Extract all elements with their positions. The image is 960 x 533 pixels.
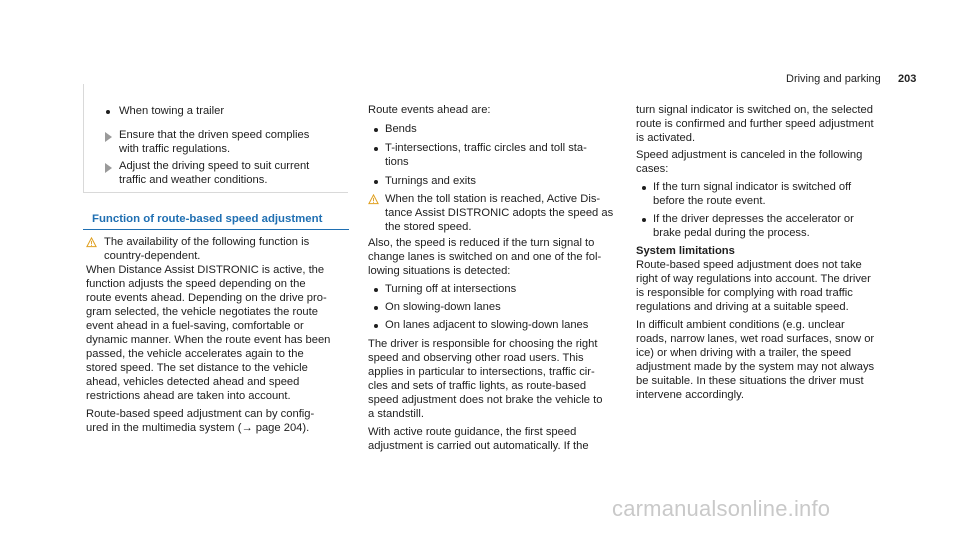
note-line-1: The availability of the following function is — [104, 236, 310, 248]
bullet-icon — [642, 218, 646, 222]
difficult-para-line-6: intervene accordingly. — [636, 389, 744, 401]
bullet-icon — [374, 147, 378, 151]
running-header-section: Driving and parking — [786, 73, 881, 85]
para1-line-3: route events ahead. Depending on the drive pro- — [86, 292, 327, 304]
step-1-line-1: Ensure that the driven speed complies — [119, 129, 310, 141]
case-2-line-1: If the driver depresses the accelerator or — [653, 213, 854, 225]
difficult-para-line-4: adjustment made by the system may not always — [636, 361, 875, 373]
bullet-icon — [374, 180, 378, 184]
event-intersections-line-2: tions — [385, 156, 409, 168]
driver-para-line-5: speed adjustment does not brake the vehicle to — [368, 394, 603, 406]
bullet-icon — [642, 186, 646, 190]
confirm-para-line-1: turn signal indicator is switched on, the selected — [636, 104, 873, 116]
driver-para-line-1: The driver is responsible for choosing the right — [368, 338, 598, 350]
bullet-icon — [374, 288, 378, 292]
limits-para-line-4: regulations and driving at a suitable speed. — [636, 301, 849, 313]
section-heading: Function of route-based speed adjustment — [92, 213, 323, 225]
info-icon — [86, 237, 97, 248]
para1-line-6: dynamic manner. When the route event has been — [86, 334, 331, 346]
event-turnings: Turnings and exits — [385, 175, 476, 187]
para1-line-1: When Distance Assist DISTRONIC is active, the — [86, 264, 325, 276]
limits-para-line-1: Route-based speed adjustment does not take — [636, 259, 862, 271]
confirm-para-line-2: route is confirmed and further speed adjustment — [636, 118, 874, 130]
bullet-icon — [374, 324, 378, 328]
limits-para-line-3: is responsible for complying with road traffic — [636, 287, 853, 299]
toll-note-line-1: When the toll station is reached, Active Dis- — [385, 193, 601, 205]
driver-para-line-3: applies in particular to intersections, traffic cir- — [368, 366, 595, 378]
system-limitations-title: System limitations — [636, 245, 735, 257]
driver-para-line-4: cles and sets of traffic lights, as route-based — [368, 380, 587, 392]
guidance-para-line-2: adjustment is carried out automatically. If the — [368, 440, 589, 452]
difficult-para-line-5: be suitable. In these situations the driver must — [636, 375, 864, 387]
situation-3: On lanes adjacent to slowing-down lanes — [385, 319, 589, 331]
para2-line-1: Route-based speed adjustment can by config- — [86, 408, 315, 420]
watermark: carmanualsonline.info — [612, 496, 831, 521]
confirm-para-line-3: is activated. — [636, 132, 696, 144]
turn-signal-para-line-2: change lanes is switched on and one of the fol- — [368, 251, 602, 263]
driver-para-line-6: a standstill. — [368, 408, 424, 420]
bullet-icon — [106, 110, 110, 114]
para1-line-10: restrictions ahead are taken into account. — [86, 390, 291, 402]
bullet-towing-text: When towing a trailer — [119, 105, 225, 117]
difficult-para-line-3: ice) or when driving with a trailer, the speed — [636, 347, 852, 359]
difficult-para-line-2: roads, narrow lanes, wet road surfaces, snow or — [636, 333, 875, 345]
para1-line-7: passed, the vehicle accelerates again to the — [86, 348, 304, 360]
toll-note-line-3: the stored speed. — [385, 221, 472, 233]
difficult-para-line-1: In difficult ambient conditions (e.g. unclear — [636, 319, 845, 331]
driver-para-line-2: speed and observing other road users. This — [368, 352, 584, 364]
cancel-para-line-1: Speed adjustment is canceled in the following — [636, 149, 863, 161]
limits-para-line-2: right of way regulations into account. The driver — [636, 273, 871, 285]
turn-signal-para-line-3: lowing situations is detected: — [368, 265, 511, 277]
event-intersections-line-1: T-intersections, traffic circles and toll sta- — [385, 142, 587, 154]
bullet-icon — [374, 306, 378, 310]
page-number: 203 — [898, 73, 917, 85]
situation-2: On slowing-down lanes — [385, 301, 501, 313]
case-1-line-1: If the turn signal indicator is switched off — [653, 181, 852, 193]
step-box-left-border — [83, 84, 84, 192]
cancel-para-line-2: cases: — [636, 163, 669, 175]
events-intro: Route events ahead are: — [368, 104, 491, 116]
step-2-line-2: traffic and weather conditions. — [119, 174, 268, 186]
case-2-line-2: brake pedal during the process. — [653, 227, 810, 239]
event-bends: Bends — [385, 123, 417, 135]
info-icon — [368, 194, 379, 205]
situation-1: Turning off at intersections — [385, 283, 517, 295]
case-1-line-2: before the route event. — [653, 195, 766, 207]
para1-line-5: event ahead in a fuel-saving, comfortable or — [86, 320, 304, 332]
para1-line-9: ahead, vehicles detected ahead and speed — [86, 376, 300, 388]
step-arrow-icon — [105, 163, 112, 173]
page-reference-link[interactable]: ured in the multimedia system (→ page 204). — [86, 422, 310, 434]
step-2-line-1: Adjust the driving speed to suit current — [119, 160, 310, 172]
step-box-bottom-border — [83, 192, 348, 193]
heading-underline — [83, 229, 349, 230]
para1-line-2: function adjusts the speed depending on the — [86, 278, 306, 290]
toll-note-line-2: tance Assist DISTRONIC adopts the speed as — [385, 207, 614, 219]
para1-line-8: stored speed. The set distance to the vehicle — [86, 362, 308, 374]
note-line-2: country-dependent. — [104, 250, 201, 262]
guidance-para-line-1: With active route guidance, the first speed — [368, 426, 577, 438]
bullet-icon — [374, 128, 378, 132]
step-arrow-icon — [105, 132, 112, 142]
step-1-line-2: with traffic regulations. — [119, 143, 231, 155]
para1-line-4: gram selected, the vehicle negotiates the route — [86, 306, 318, 318]
turn-signal-para-line-1: Also, the speed is reduced if the turn signal to — [368, 237, 595, 249]
